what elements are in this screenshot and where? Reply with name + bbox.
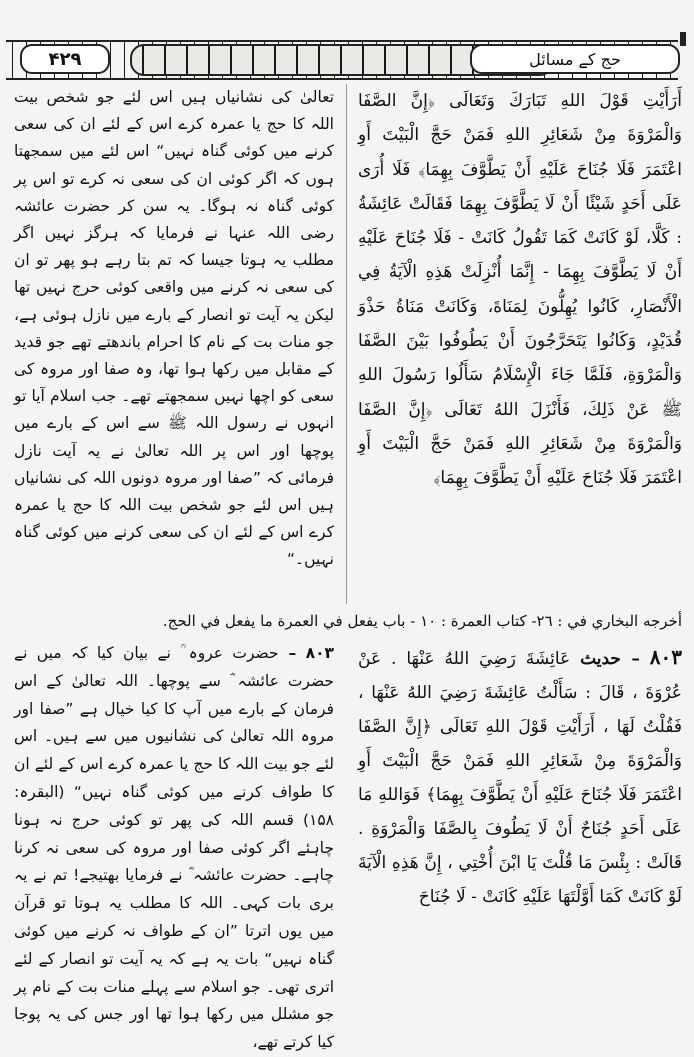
arabic-text-top [358, 84, 682, 604]
page-number: ۴۲۹ [20, 44, 110, 74]
urdu-text-top [14, 84, 334, 569]
hadith-label: حديث [580, 649, 621, 669]
hadith-number: ٨٠٣ [649, 645, 683, 669]
header-end-mark [680, 32, 686, 46]
arabic-text-bottom [358, 640, 682, 996]
urdu-paragraph-bottom: ۸۰۳ – حضرت عروہ ؒ نے بیان کیا کہ میں نے حضرت عائشہ ؓ سے پوچھا۔ اللہ تعالیٰ کے اس فرمان کے بارے میں آپ کا کیا خیال ہے ”صفا اور مروہ اللہ تعالیٰ کی نشانیوں میں سے ہیں۔ اس لئے جو بیت اللہ کا حج یا عمرہ کرے اس کے لئے ان کا طواف کرنے میں کوئی گناہ نہیں“ (البقرہ: ۱۵۸) قسم اللہ کی پھر تو کوئی حرج نہ ہونا چاہئے اگر کوئی صفا اور مروہ کی سعی نہ کرنا چاہے۔ حضرت عائشہ ؓ نے فرمایا بھتیجے! تم نے یہ بری بات کہی۔ اللہ کا مطلب یہ ہوتا تو قرآن میں یوں اترتا ”ان کے طواف نہ کرنے میں کوئی گناہ نہیں“ بات یہ ہے کہ یہ آیت تو انصار کے لئے اتری تھی۔ جو اسلام سے پہلے منات بت کے نام پر جو مشلل میں رکھا ہوا تھا اور جس کی یہ پوجا کیا کرتے تھے، [14, 644, 334, 1052]
arabic-paragraph-bottom: ٨٠٣ – حديث عَائِشَةَ رَضِيَ اللهُ عَنْهَا . عَنْ عُرْوَةَ ، قَالَ : سَأَلْتُ عَائِشَةَ رَضِيَ اللهُ عَنْهَا ، فَقُلْتُ لَهَا ، أَرَأَيْتِ قَوْلَ اللهِ تَعَالَى ﴿إِنَّ الصَّفَا وَالْمَرْوَةَ مِنْ شَعَائِرِ اللهِ فَمَنْ حَجَّ الْبَيْتَ أَوِ اعْتَمَرَ فَلَا جُنَاحَ عَلَيْهِ أَنْ يَطَّوَّفَ بِهِمَا﴾ فَوَاللهِ مَا عَلَى أَحَدٍ جُنَاحٌ أَنْ لَا يَطُوفَ بِالصَّفَا وَالْمَرْوَةِ . قَالَتْ : بِئْسَ مَا قُلْتَ يَا ابْنَ أُخْتِي ، إِنَّ هَذِهِ الْآيَةَ لَوْ كَانَتْ كَمَا أَوَّلْتَهَا عَلَيْهِ كَانَتْ - لَا جُنَاحَ [358, 645, 683, 907]
urdu-text-bottom [14, 640, 334, 1052]
hadith-arabic-body: عَائِشَةَ رَضِيَ اللهُ عَنْهَا . عَنْ عُرْوَةَ ، قَالَ : سَأَلْتُ عَائِشَةَ رَضِيَ اللهُ عَنْهَا ، فَقُلْتُ لَهَا ، أَرَأَيْتِ قَوْلَ اللهِ تَعَالَى ﴿إِنَّ الصَّفَا وَالْمَرْوَةَ مِنْ شَعَائِرِ اللهِ فَمَنْ حَجَّ الْبَيْتَ أَوِ اعْتَمَرَ فَلَا جُنَاحَ عَلَيْهِ أَنْ يَطَّوَّفَ بِهِمَا﴾ فَوَاللهِ مَا عَلَى أَحَدٍ جُنَاحٌ أَنْ لَا يَطُوفَ بِالصَّفَا وَالْمَرْوَةِ . قَالَتْ : بِئْسَ مَا قُلْتَ يَا ابْنَ أُخْتِي ، إِنَّ هَذِهِ الْآيَةَ لَوْ كَانَتْ كَمَا أَوَّلْتَهَا عَلَيْهِ كَانَتْ - لَا جُنَاحَ [358, 649, 682, 907]
urdu-paragraph-top: تعالیٰ کی نشانیاں ہیں اس لئے جو شخص بیت اللہ کا حج یا عمرہ کرے اس کے لئے ان کی سعی کرنے میں کوئی گناہ نہیں“ اس لئے میں سمجھتا ہوں کہ اگر کوئی ان کی سعی نہ کرے تو اس پر کوئی گناہ نہ ہوگا۔ یہ سن کر حضرت عائشہ رضی اللہ عنہا نے فرمایا کہ ہرگز نہیں اگر مطلب یہ ہوتا جیسا کہ تم بتا رہے ہو پھر تو ان کی سعی نہ کرنے میں واقعی کوئی حرج نہیں تھا لیکن یہ آیت تو انصار کے بارے میں نازل ہوئی ہے، جو منات بت کے نام کا احرام باندھتے تھے جو قدید کے مقابل میں رکھا ہوا تھا، وہ صفا اور مروہ کی سعی کو اچھا نہیں سمجھتے تھے۔ جب اسلام آیا تو انہوں نے رسول اللہ ﷺ سے اس کے بارے میں پوچھا اور اس پر اللہ تعالیٰ نے یہ آیت نازل فرمائی کہ ”صفا اور مروہ دونوں اللہ کی نشانیاں ہیں اس لئے جو شخص بیت اللہ کا حج یا عمرہ کرے اس کے لئے ان کی سعی کرنے میں کوئی گناہ نہیں۔“ [14, 88, 334, 569]
hadith-urdu-body: حضرت عروہ ؒ نے بیان کیا کہ میں نے حضرت عائشہ ؓ سے پوچھا۔ اللہ تعالیٰ کے اس فرمان کے بارے میں آپ کا کیا خیال ہے ”صفا اور مروہ اللہ تعالیٰ کی نشانیوں میں سے ہیں۔ اس لئے جو بیت اللہ کا حج یا عمرہ کرے اس کے لئے ان کا طواف کرنے میں کوئی گناہ نہیں“ (البقرہ: ۱۵۸) قسم اللہ کی پھر تو کوئی حرج نہ ہونا چاہئے اگر کوئی صفا اور مروہ کی سعی نہ کرنا چاہے۔ حضرت عائشہ ؓ نے فرمایا بھتیجے! تم نے یہ بری بات کہی۔ اللہ کا مطلب یہ ہوتا تو قرآن میں یوں اترتا ”ان کے طواف نہ کرنے میں کوئی گناہ نہیں“ بات یہ ہے کہ یہ آیت تو انصار کے لئے اتری تھی۔ جو اسلام سے پہلے منات بت کے نام پر جو مشلل میں رکھا ہوا تھا اور جس کی یہ پوجا کیا کرتے تھے، [14, 644, 334, 1052]
chapter-title: حج کے مسائل [470, 44, 680, 74]
source-footnote: أخرجه البخاري في : ٢٦- كتاب العمرة : ١٠ - باب يفعل في العمرة ما يفعل في الحج. [162, 612, 682, 630]
urdu-hadith-number: ۸۰۳ [305, 644, 334, 662]
arabic-paragraph-top: أَرَأَيْتِ قَوْلَ اللهِ تَبَارَكَ وَتَعَالَى ﴿إِنَّ الصَّفَا وَالْمَرْوَةَ مِنْ شَعَائِرِ اللهِ فَمَنْ حَجَّ الْبَيْتَ أَوِ اعْتَمَرَ فَلَا جُنَاحَ عَلَيْهِ أَنْ يَطَّوَّفَ بِهِمَا﴾ فَلَا أُرَى عَلَى أَحَدٍ شَيْئًا أَنْ لَا يَطَّوَّفَ بِهِمَا فَقَالَتْ عَائِشَةُ : كَلَّا، لَوْ كَانَتْ كَمَا تَقُولُ كَانَتْ - فَلَا جُنَاحَ عَلَيْهِ أَنْ لَا يَطَّوَّفَ بِهِمَا - إِنَّمَا أُنْزِلَتْ هَذِهِ الْآيَةُ فِي الْأَنْصَارِ، كَانُوا يُهِلُّونَ لِمَنَاةَ، وَكَانَتْ مَنَاةُ حَذْوَ قُدَيْدٍ، وَكَانُوا يَتَحَرَّجُونَ أَنْ يَطُوفُوا بَيْنَ الصَّفَا وَالْمَرْوَةِ، فَلَمَّا جَاءَ الْإِسْلَامُ سَأَلُوا رَسُولَ اللهِ ﷺ عَنْ ذَلِكَ، فَأَنْزَلَ اللهُ تَعَالَى ﴿إِنَّ الصَّفَا وَالْمَرْوَةَ مِنْ شَعَائِرِ اللهِ فَمَنْ حَجَّ الْبَيْتَ أَوِ اعْتَمَرَ فَلَا جُنَاحَ عَلَيْهِ أَنْ يَطَّوَّفَ بِهِمَا﴾ [358, 91, 682, 489]
column-divider [346, 84, 347, 604]
